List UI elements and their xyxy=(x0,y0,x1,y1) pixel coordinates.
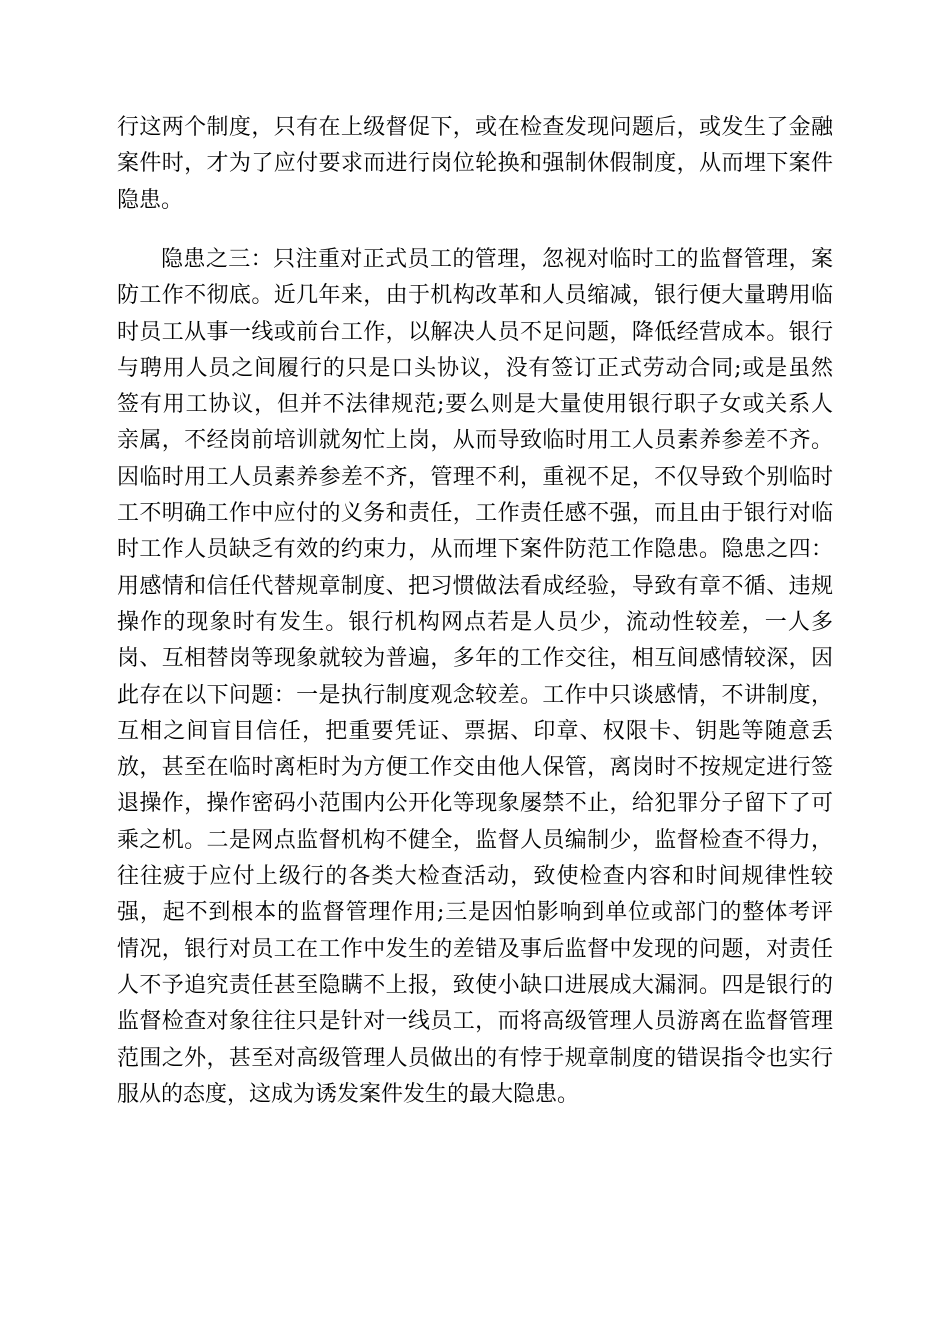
paragraph-line: 岗、互相替岗等现象就较为普遍，多年的工作交往，相互间感情较深，因 xyxy=(117,646,833,672)
paragraph-line: 时员工从事一线或前台工作，以解决人员不足问题，降低经营成本。银行 xyxy=(117,319,833,345)
paragraph-line: 防工作不彻底。近几年来，由于机构改革和人员缩减，银行便大量聘用临 xyxy=(117,283,833,309)
paragraph-line: 时工作人员缺乏有效的约束力，从而埋下案件防范工作隐患。隐患之四： xyxy=(117,537,833,563)
paragraph-line: 互相之间盲目信任，把重要凭证、票据、印章、权限卡、钥匙等随意丢 xyxy=(117,718,833,744)
paragraph-line: 签有用工协议，但并不法律规范;要么则是大量使用银行职子女或关系人 xyxy=(117,392,833,418)
paragraph-line: 乘之机。二是网点监督机构不健全，监督人员编制少，监督检查不得力， xyxy=(117,827,833,853)
paragraph-line: 此存在以下问题：一是执行制度观念较差。工作中只谈感情，不讲制度， xyxy=(117,682,833,708)
paragraph-continuation xyxy=(117,110,833,219)
paragraph-line: 退操作，操作密码小范围内公开化等现象屡禁不止，给犯罪分子留下了可 xyxy=(117,791,833,817)
paragraph-line: 服从的态度，这成为诱发案件发生的最大隐患。 xyxy=(117,1081,580,1107)
paragraph-line: 案件时，才为了应付要求而进行岗位轮换和强制休假制度，从而埋下案件 xyxy=(117,151,833,177)
paragraph-line: 隐患。 xyxy=(117,187,184,213)
paragraph-line: 放，甚至在临时离柜时为方便工作交由他人保管，离岗时不按规定进行签 xyxy=(117,755,833,781)
paragraph-line: 行这两个制度，只有在上级督促下，或在检查发现问题后，或发生了金融 xyxy=(117,115,833,140)
paragraph-line: 操作的现象时有发生。银行机构网点若是人员少，流动性较差，一人多 xyxy=(117,609,833,635)
paragraph-line: 监督检查对象往往只是针对一线员工，而将高级管理人员游离在监督管理 xyxy=(117,1009,833,1035)
paragraph-line: 亲属，不经岗前培训就匆忙上岗，从而导致临时用工人员素养参差不齐。 xyxy=(117,428,833,454)
paragraph-line: 情况，银行对员工在工作中发生的差错及事后监督中发现的问题，对责任 xyxy=(117,936,833,962)
paragraph-line: 因临时用工人员素养参差不齐，管理不利，重视不足，不仅导致个别临时 xyxy=(117,464,833,490)
paragraph-line: 人不予追究责任甚至隐瞒不上报，致使小缺口进展成大漏洞。四是银行的 xyxy=(117,972,833,998)
paragraph-line: 用感情和信任代替规章制度、把习惯做法看成经验，导致有章不循、违规 xyxy=(117,573,833,599)
paragraph-hidden-risks xyxy=(117,242,833,1113)
paragraph-line: 往往疲于应付上级行的各类大检查活动，致使检查内容和时间规律性较 xyxy=(117,864,833,890)
paragraph-line: 工不明确工作中应付的义务和责任，工作责任感不强，而且由于银行对临 xyxy=(117,501,833,527)
paragraph-line: 范围之外，甚至对高级管理人员做出的有悖于规章制度的错误指令也实行 xyxy=(117,1045,833,1071)
paragraph-line: 强，起不到根本的监督管理作用;三是因怕影响到单位或部门的整体考评 xyxy=(117,900,833,926)
paragraph-line: 与聘用人员之间履行的只是口头协议，没有签订正式劳动合同;或是虽然 xyxy=(117,355,833,381)
paragraph-line: 隐患之三：只注重对正式员工的管理，忽视对临时工的监督管理，案 xyxy=(161,247,833,272)
